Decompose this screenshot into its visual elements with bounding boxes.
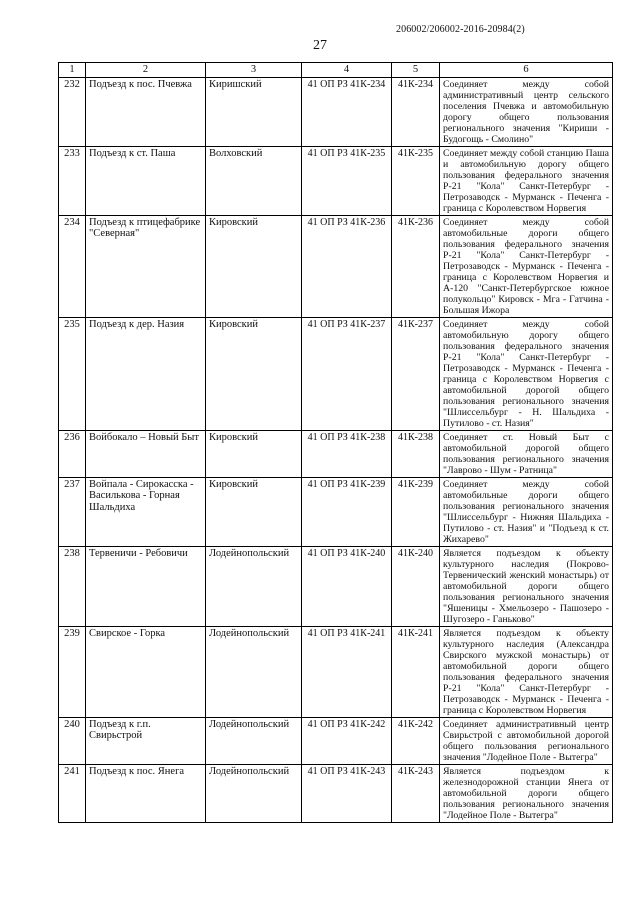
row-number: 234 [59, 215, 86, 317]
road-id-code: 41 ОП РЗ 41К-241 [302, 626, 392, 717]
row-number: 237 [59, 477, 86, 546]
road-short-code: 41К-237 [392, 317, 440, 430]
road-id-code: 41 ОП РЗ 41К-243 [302, 764, 392, 822]
road-name: Тервеничи - Ребовичи [86, 546, 206, 626]
row-number: 233 [59, 146, 86, 215]
district-name: Лодейнопольский [206, 626, 302, 717]
table-row [59, 215, 613, 317]
row-number: 232 [59, 77, 86, 146]
road-name: Подъезд к птицефабрике "Северная" [86, 215, 206, 317]
table-row [59, 146, 613, 215]
road-description: Соединяет ст. Новый Быт с автомобильной дорогой общего пользования регионального значения "Лаврово - Шум - Ратница" [440, 430, 613, 477]
road-id-code: 41 ОП РЗ 41К-234 [302, 77, 392, 146]
district-name: Кировский [206, 477, 302, 546]
road-name: Подъезд к дер. Назия [86, 317, 206, 430]
page-number: 27 [313, 38, 327, 53]
column-header: 1 [59, 63, 86, 78]
road-short-code: 41К-239 [392, 477, 440, 546]
road-name: Подъезд к ст. Паша [86, 146, 206, 215]
road-id-code: 41 ОП РЗ 41К-240 [302, 546, 392, 626]
row-number: 236 [59, 430, 86, 477]
road-name: Подъезд к г.п. Свирьстрой [86, 717, 206, 764]
road-name: Подъезд к пос. Пчевжа [86, 77, 206, 146]
table-row [59, 546, 613, 626]
row-number: 239 [59, 626, 86, 717]
road-description: Соединяет между собой автомобильные дороги общего пользования федерального значения Р-21 "Кола" Санкт-Петербург - Петрозаводск - Мурманск - Печенга - граница с Королевством Норвегия и А-120 "Санкт-Петербургское южное полукольцо" Кировск - Мга - Гатчина - Большая Ижора [440, 215, 613, 317]
roads-table [58, 62, 613, 823]
road-name: Свирское - Горка [86, 626, 206, 717]
road-description: Соединяет между собой автомобильную дорогу общего пользования федерального значения Р-21 "Кола" Санкт-Петербург - Петрозаводск - Мурманск - Печенга - граница с Королевством Норвегия с автомобильной дорогой общего пользования регионального значения "Шлиссельбург - Н. Шальдиха - Путилово - ст. Назия" [440, 317, 613, 430]
road-description: Является подъездом к объекту культурного наследия (Александра Свирского мужской монастырь) от автомобильной дороги общего пользования федерального значения Р-21 "Кола" Санкт-Петербург - Петрозаводск - Мурманск - Печенга - граница с Королевством Норвегия [440, 626, 613, 717]
column-header: 4 [302, 63, 392, 78]
road-short-code: 41К-238 [392, 430, 440, 477]
row-number: 238 [59, 546, 86, 626]
road-id-code: 41 ОП РЗ 41К-235 [302, 146, 392, 215]
road-name: Войпала - Сирокасска - Василькова - Горная Шальдиха [86, 477, 206, 546]
table-row [59, 717, 613, 764]
column-header: 6 [440, 63, 613, 78]
table-row [59, 764, 613, 822]
table-row [59, 317, 613, 430]
road-id-code: 41 ОП РЗ 41К-236 [302, 215, 392, 317]
table-header-row [59, 63, 613, 78]
road-id-code: 41 ОП РЗ 41К-242 [302, 717, 392, 764]
row-number: 240 [59, 717, 86, 764]
table-body [59, 77, 613, 822]
district-name: Лодейнопольский [206, 717, 302, 764]
document-code: 206002/206002-2016-20984(2) [396, 24, 525, 35]
table-row [59, 477, 613, 546]
road-description: Соединяет административный центр Свирьстрой с автомобильной дорогой общего пользования регионального значения "Лодейное Поле - Вытегра" [440, 717, 613, 764]
road-description: Соединяет между собой административный центр сельского поселения Пчевжа и автомобильную дорогу общего пользования регионального значения "Кириши - Будогощь - Смолино" [440, 77, 613, 146]
district-name: Лодейнопольский [206, 764, 302, 822]
road-short-code: 41К-243 [392, 764, 440, 822]
road-short-code: 41К-240 [392, 546, 440, 626]
table-row [59, 626, 613, 717]
road-id-code: 41 ОП РЗ 41К-239 [302, 477, 392, 546]
road-id-code: 41 ОП РЗ 41К-237 [302, 317, 392, 430]
district-name: Волховский [206, 146, 302, 215]
row-number: 241 [59, 764, 86, 822]
road-short-code: 41К-242 [392, 717, 440, 764]
road-short-code: 41К-234 [392, 77, 440, 146]
road-name: Подъезд к пос. Янега [86, 764, 206, 822]
road-description: Соединяет между собой автомобильные дороги общего пользования регионального значения "Шлиссельбург - Нижняя Шальдиха - Путилово - ст. Назия" и "Подъезд к ст. Жихарево" [440, 477, 613, 546]
district-name: Лодейнопольский [206, 546, 302, 626]
road-short-code: 41К-241 [392, 626, 440, 717]
road-description: Соединяет между собой станцию Паша и автомобильную дорогу общего пользования федерального значения Р-21 "Кола" Санкт-Петербург - Петрозаводск - Мурманск - Печенга - граница с Королевством Норвегия [440, 146, 613, 215]
road-name: Войбокало – Новый Быт [86, 430, 206, 477]
road-short-code: 41К-236 [392, 215, 440, 317]
district-name: Кировский [206, 430, 302, 477]
column-header: 3 [206, 63, 302, 78]
road-short-code: 41К-235 [392, 146, 440, 215]
road-description: Является подъездом к железнодорожной станции Янега от автомобильной дороги общего пользования регионального значения "Лодейное Поле - Вытегра" [440, 764, 613, 822]
district-name: Кировский [206, 215, 302, 317]
row-number: 235 [59, 317, 86, 430]
road-description: Является подъездом к объекту культурного наследия (Покрово-Тервенический женский монастырь) от автомобильной дороги общего пользования регионального значения "Яшеницы - Хмельозеро - Пашозеро - Шугозеро - Ганьково" [440, 546, 613, 626]
column-header: 5 [392, 63, 440, 78]
table-row [59, 430, 613, 477]
table-row [59, 77, 613, 146]
road-id-code: 41 ОП РЗ 41К-238 [302, 430, 392, 477]
column-header: 2 [86, 63, 206, 78]
district-name: Кировский [206, 317, 302, 430]
district-name: Киришский [206, 77, 302, 146]
